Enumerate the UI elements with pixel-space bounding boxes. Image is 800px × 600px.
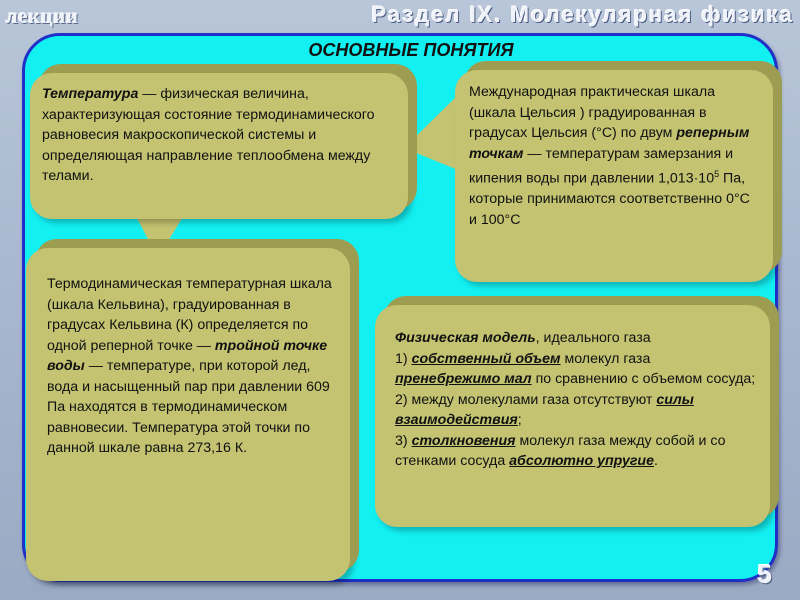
ideal-gas-model-card: [375, 305, 770, 527]
model-term: Физическая модель: [395, 330, 536, 346]
page-title: ОСНОВНЫЕ ПОНЯТИЯ: [308, 40, 514, 60]
item2-pre: 2) между молекулами газа отсутствуют: [395, 391, 657, 408]
lectures-label: лекции: [6, 4, 79, 28]
model-title-rest: , идеального газа: [535, 330, 651, 346]
negligible-term: пренебрежимо мал: [395, 371, 532, 387]
item1-post: по сравнению с объемом сосуда;: [531, 371, 756, 387]
kelvin-scale-text: [47, 274, 340, 459]
section-title: Раздел IX. Молекулярная физика: [371, 2, 794, 27]
temperature-term: Температура: [42, 86, 139, 102]
own-volume-term: собственный объем: [411, 350, 561, 367]
celsius-scale-card: [455, 70, 773, 282]
temperature-definition-text: [42, 84, 398, 187]
temperature-definition-card: [30, 73, 408, 219]
reference-points-term: реперным точкам: [469, 125, 750, 162]
pressure-exponent: 5: [714, 169, 720, 179]
item3-mid: молекул газа между собой и со стенками сосуда: [395, 432, 726, 469]
interaction-forces-term: силы взаимодействия: [395, 391, 694, 428]
triple-point-term: тройной точке воды: [47, 337, 328, 374]
item3-number: 3): [395, 432, 412, 449]
kelvin-text-1: Термодинамическая температурная шкала (шкала Кельвина), градуированная в градусах Кельвина (К) определяется по одной реперной точке —: [47, 276, 332, 354]
celsius-text-3: Па, которые принимаются соответственно 0°С и 100°С: [469, 170, 750, 228]
kelvin-text-2: — температуре, при которой лед, вода и насыщенный пар при давлении 609 Па находятся в термодинамическом равновесии. Температура этой точки по данной шкале равна 273,16 К.: [47, 358, 330, 456]
celsius-text-1: Международная практическая шкала (шкала Цельсия ) градуированная в градусах Цельсия (°С) по двум: [469, 84, 716, 141]
celsius-text-2: — температурам замерзания и кипения воды при давлении 1,013·10: [469, 145, 734, 187]
collisions-term: столкновения: [411, 432, 516, 449]
item1-number: 1): [395, 350, 412, 367]
page-number: 5: [757, 559, 772, 589]
elastic-term: абсолютно упругие: [509, 453, 654, 469]
model-item-3: [395, 431, 756, 472]
item3-post: .: [653, 453, 658, 469]
item1-mid: молекул газа: [560, 350, 651, 367]
temperature-text: — физическая величина, характеризующая состояние термодинамического равновесия макроскопической системы и определяющая направление теплообмена между телами.: [42, 86, 375, 184]
kelvin-scale-card: [26, 248, 350, 581]
celsius-scale-text: [469, 82, 759, 230]
model-title: [395, 328, 756, 349]
item2-post: ;: [517, 412, 522, 428]
model-item-1: [395, 349, 756, 390]
model-item-2: [395, 390, 756, 431]
